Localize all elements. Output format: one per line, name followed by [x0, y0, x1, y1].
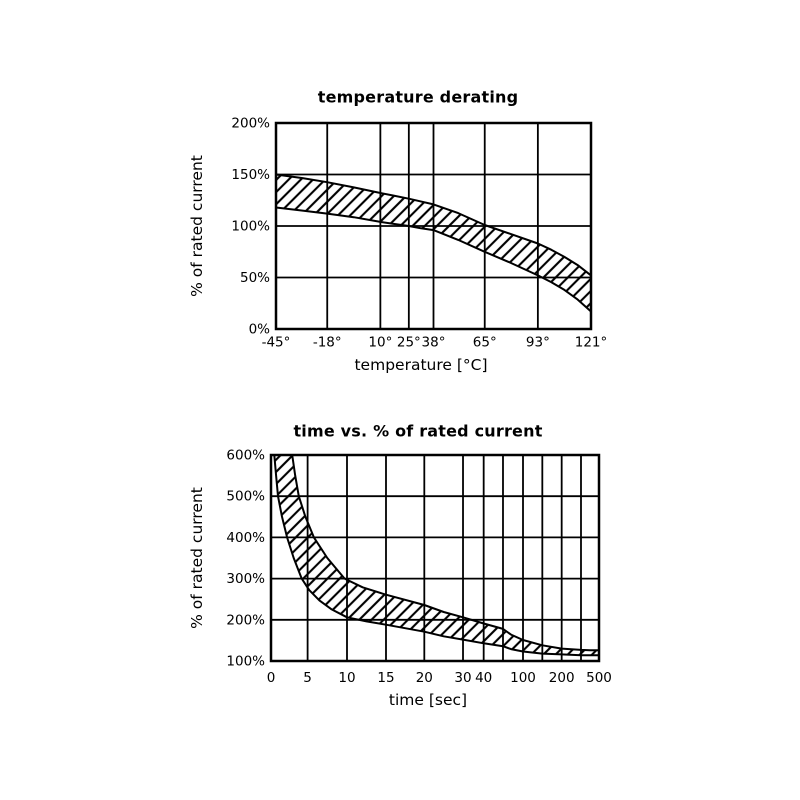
x-tick-label: 38°	[421, 334, 446, 351]
x-tick-label: 100	[510, 670, 536, 686]
y-tick-label: 600%	[226, 447, 265, 464]
x-tick-label: 5	[303, 670, 312, 686]
y-tick-label: 100%	[226, 653, 265, 670]
x-tick-label: 40	[475, 670, 493, 686]
x-tick-label: -18°	[312, 334, 342, 351]
chart1-x-axis-label: temperature [°C]	[354, 356, 488, 374]
chart-time-vs-rated-current	[226, 448, 612, 687]
x-tick-label: 500	[586, 670, 612, 686]
x-tick-label: 65°	[472, 334, 497, 351]
y-tick-label: 0%	[248, 321, 270, 338]
y-tick-label: 500%	[226, 488, 265, 505]
y-tick-label: 200%	[226, 612, 265, 629]
x-tick-label: 121°	[574, 334, 608, 351]
chart2-x-axis-label: time [sec]	[388, 691, 468, 709]
chart1-y-axis-label: % of rated current	[188, 155, 206, 297]
chart-temperature-derating	[231, 116, 607, 351]
chart2-title: time vs. % of rated current	[293, 421, 543, 441]
chart2-y-axis-label: % of rated current	[188, 487, 206, 629]
x-tick-label: 0	[266, 670, 276, 686]
y-tick-label: 150%	[231, 167, 270, 183]
x-tick-label: 200	[548, 670, 575, 686]
x-tick-label: 10	[338, 670, 356, 686]
y-tick-label: 50%	[239, 270, 270, 286]
x-tick-label: -45°	[261, 334, 291, 351]
chart1-title: temperature derating	[317, 87, 519, 107]
x-tick-label: 30	[454, 670, 472, 686]
y-tick-label: 300%	[226, 571, 265, 588]
y-tick-label: 200%	[231, 115, 270, 132]
x-tick-label: 25°	[396, 334, 421, 351]
x-tick-label: 20	[415, 670, 433, 686]
x-tick-label: 93°	[525, 334, 550, 351]
time-vs-rated-current-band	[274, 455, 599, 655]
y-tick-label: 100%	[231, 218, 270, 235]
x-tick-label: 10°	[368, 334, 393, 351]
y-tick-label: 400%	[226, 529, 265, 546]
x-tick-label: 15	[377, 670, 395, 686]
